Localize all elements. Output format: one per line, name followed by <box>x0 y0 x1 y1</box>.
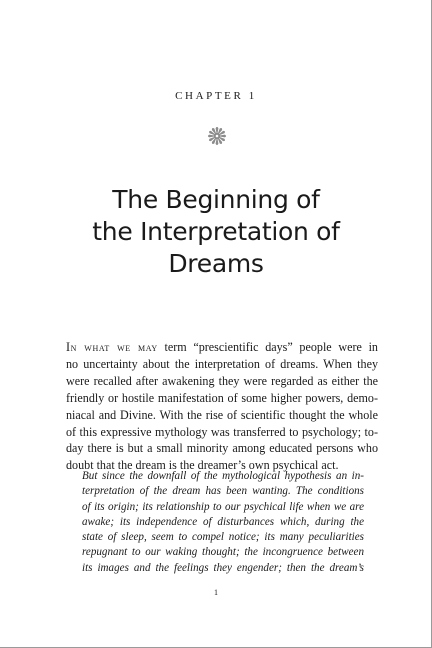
chapter-title-line: Dreams <box>168 249 264 278</box>
paragraph-line: friendly or hostile manifestation of some higher powers, demo- <box>66 390 378 405</box>
quote-line: of its origin; its relationship to our psychical life when we are <box>82 500 364 513</box>
chapter-title-line: the Interpretation of <box>92 217 340 246</box>
paragraph-line-text: term “prescientific days” people were in <box>157 340 378 354</box>
chapter-label: CHAPTER 1 <box>175 90 257 102</box>
quote-line: state of sleep, seem to compel notice; its many peculiarities <box>82 531 364 544</box>
paragraph-line: of this expressive mythology was transferred to psychology; to- <box>66 424 378 439</box>
lead-in-smallcaps: In what we may <box>66 340 158 354</box>
quote-line: But since the downfall of the mythological hypothesis an in- <box>82 470 364 482</box>
quote-line: awake; its independence of disturbances which, during the <box>82 515 364 528</box>
opening-paragraph <box>66 339 378 474</box>
fleuron-ornament-icon <box>205 124 229 148</box>
quote-line: terpretation of the dream has been wanting. The conditions <box>82 485 364 498</box>
paragraph-line: no uncertainty about the interpretation of dreams. When they <box>66 356 378 371</box>
quote-line: repugnant to our waking thought; the incongruence between <box>82 546 364 559</box>
block-quote <box>82 469 364 576</box>
paragraph-line: niacal and Divine. With the rise of scientific thought the whole <box>66 407 378 422</box>
paragraph-line: day there is but a small minority among educated persons who <box>66 441 378 456</box>
chapter-title <box>0 184 432 280</box>
paragraph-line: were recalled after awakening they were regarded as either the <box>66 373 378 388</box>
paragraph-line <box>66 339 378 356</box>
page-number: 1 <box>214 588 218 597</box>
chapter-title-line: The Beginning of <box>112 185 320 214</box>
paragraph-line: doubt that the dream is the dreamer’s own psychical act. <box>66 458 339 473</box>
quote-line: its images and the feelings they engender; then the dream’s <box>82 561 364 574</box>
